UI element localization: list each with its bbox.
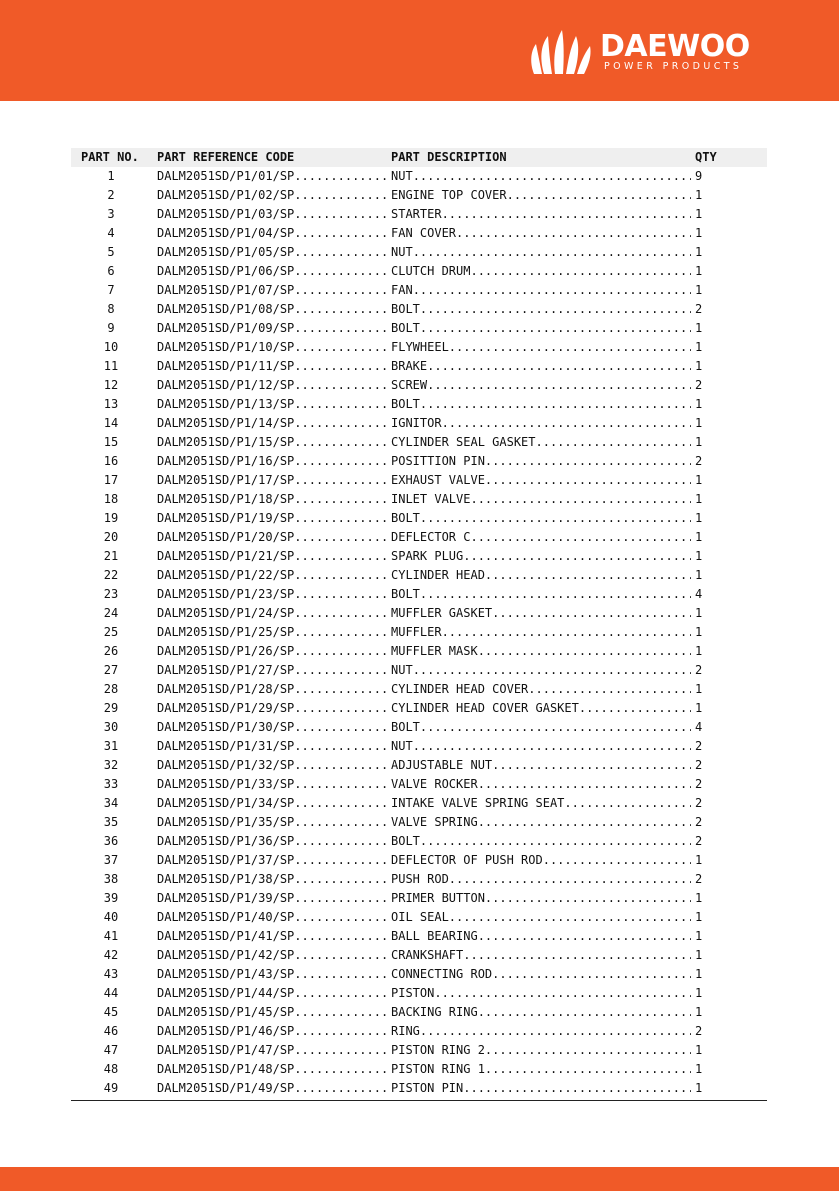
quantity: 2 — [695, 796, 703, 810]
part-number: 49 — [103, 1081, 119, 1095]
quantity: 1 — [695, 530, 703, 544]
part-number: 1 — [107, 169, 115, 183]
quantity: 1 — [695, 1062, 703, 1076]
quantity: 1 — [695, 568, 703, 582]
table-row — [71, 1003, 767, 1022]
table-row — [71, 908, 767, 927]
quantity: 1 — [695, 967, 703, 981]
part-description: BOLT ..... — [391, 319, 691, 338]
table-row — [71, 1041, 767, 1060]
header-qty: QTY — [695, 150, 717, 164]
part-description: ADJUSTABLE NUT ..... — [391, 756, 691, 775]
part-number: 27 — [103, 663, 119, 677]
reference-code: DALM2051SD/P1/27/SP ..... — [157, 661, 389, 680]
quantity: 1 — [695, 701, 703, 715]
page-header — [0, 0, 839, 101]
quantity: 1 — [695, 245, 703, 259]
quantity: 2 — [695, 663, 703, 677]
table-row — [71, 243, 767, 262]
part-number: 33 — [103, 777, 119, 791]
reference-code: DALM2051SD/P1/04/SP ..... — [157, 224, 389, 243]
table-row — [71, 775, 767, 794]
part-description: FAN COVER ..... — [391, 224, 691, 243]
part-number: 3 — [107, 207, 115, 221]
part-description: NUT ..... — [391, 243, 691, 262]
part-description: BOLT ..... — [391, 718, 691, 737]
reference-code: DALM2051SD/P1/29/SP ..... — [157, 699, 389, 718]
quantity: 1 — [695, 929, 703, 943]
part-description: SCREW ..... — [391, 376, 691, 395]
header-reference-code: PART REFERENCE CODE — [157, 150, 295, 164]
quantity: 1 — [695, 1005, 703, 1019]
table-header — [71, 148, 767, 167]
page-footer — [0, 1167, 839, 1191]
quantity: 1 — [695, 207, 703, 221]
part-number: 26 — [103, 644, 119, 658]
part-description: BRAKE ..... — [391, 357, 691, 376]
table-row — [71, 414, 767, 433]
part-description: BOLT ..... — [391, 585, 691, 604]
reference-code: DALM2051SD/P1/26/SP ..... — [157, 642, 389, 661]
part-number: 30 — [103, 720, 119, 734]
part-description: CYLINDER HEAD ..... — [391, 566, 691, 585]
reference-code: DALM2051SD/P1/14/SP ..... — [157, 414, 389, 433]
reference-code: DALM2051SD/P1/15/SP ..... — [157, 433, 389, 452]
part-description: MUFFLER MASK ..... — [391, 642, 691, 661]
table-row — [71, 566, 767, 585]
quantity: 1 — [695, 606, 703, 620]
part-number: 19 — [103, 511, 119, 525]
table-row — [71, 623, 767, 642]
part-number: 39 — [103, 891, 119, 905]
quantity: 9 — [695, 169, 703, 183]
part-number: 34 — [103, 796, 119, 810]
quantity: 2 — [695, 1024, 703, 1038]
quantity: 1 — [695, 948, 703, 962]
table-row — [71, 737, 767, 756]
reference-code: DALM2051SD/P1/22/SP ..... — [157, 566, 389, 585]
quantity: 2 — [695, 758, 703, 772]
quantity: 4 — [695, 720, 703, 734]
part-description: EXHAUST VALVE ..... — [391, 471, 691, 490]
parts-table — [71, 148, 767, 1101]
part-description: MUFFLER GASKET ..... — [391, 604, 691, 623]
part-description: VALVE ROCKER ..... — [391, 775, 691, 794]
table-row — [71, 604, 767, 623]
reference-code: DALM2051SD/P1/01/SP ..... — [157, 167, 389, 186]
quantity: 1 — [695, 321, 703, 335]
quantity: 1 — [695, 416, 703, 430]
table-row — [71, 889, 767, 908]
part-description: PISTON RING 1 ..... — [391, 1060, 691, 1079]
reference-code: DALM2051SD/P1/43/SP ..... — [157, 965, 389, 984]
part-description: PISTON PIN ..... — [391, 1079, 691, 1098]
quantity: 2 — [695, 454, 703, 468]
part-description: NUT ..... — [391, 737, 691, 756]
reference-code: DALM2051SD/P1/35/SP ..... — [157, 813, 389, 832]
part-number: 20 — [103, 530, 119, 544]
part-number: 28 — [103, 682, 119, 696]
reference-code: DALM2051SD/P1/21/SP ..... — [157, 547, 389, 566]
part-number: 13 — [103, 397, 119, 411]
part-number: 6 — [107, 264, 115, 278]
part-number: 4 — [107, 226, 115, 240]
table-row — [71, 186, 767, 205]
reference-code: DALM2051SD/P1/36/SP ..... — [157, 832, 389, 851]
reference-code: DALM2051SD/P1/16/SP ..... — [157, 452, 389, 471]
reference-code: DALM2051SD/P1/17/SP ..... — [157, 471, 389, 490]
daewoo-fan-logo-icon — [528, 26, 596, 78]
part-number: 43 — [103, 967, 119, 981]
quantity: 1 — [695, 1081, 703, 1095]
reference-code: DALM2051SD/P1/03/SP ..... — [157, 205, 389, 224]
reference-code: DALM2051SD/P1/05/SP ..... — [157, 243, 389, 262]
table-row — [71, 851, 767, 870]
quantity: 1 — [695, 511, 703, 525]
reference-code: DALM2051SD/P1/11/SP ..... — [157, 357, 389, 376]
reference-code: DALM2051SD/P1/06/SP ..... — [157, 262, 389, 281]
part-number: 16 — [103, 454, 119, 468]
quantity: 2 — [695, 378, 703, 392]
quantity: 1 — [695, 492, 703, 506]
quantity: 1 — [695, 340, 703, 354]
reference-code: DALM2051SD/P1/44/SP ..... — [157, 984, 389, 1003]
quantity: 1 — [695, 891, 703, 905]
quantity: 2 — [695, 872, 703, 886]
reference-code: DALM2051SD/P1/28/SP ..... — [157, 680, 389, 699]
reference-code: DALM2051SD/P1/09/SP ..... — [157, 319, 389, 338]
table-row — [71, 680, 767, 699]
table-row — [71, 433, 767, 452]
part-description: IGNITOR ..... — [391, 414, 691, 433]
part-description: POSITTION PIN ..... — [391, 452, 691, 471]
part-number: 21 — [103, 549, 119, 563]
quantity: 2 — [695, 777, 703, 791]
part-number: 15 — [103, 435, 119, 449]
table-row — [71, 813, 767, 832]
reference-code: DALM2051SD/P1/32/SP ..... — [157, 756, 389, 775]
part-description: MUFFLER ..... — [391, 623, 691, 642]
part-description: NUT ..... — [391, 167, 691, 186]
part-description: PRIMER BUTTON ..... — [391, 889, 691, 908]
part-description: CYLINDER HEAD COVER GASKET ..... — [391, 699, 691, 718]
table-row — [71, 927, 767, 946]
part-description: BOLT ..... — [391, 832, 691, 851]
reference-code: DALM2051SD/P1/18/SP ..... — [157, 490, 389, 509]
reference-code: DALM2051SD/P1/31/SP ..... — [157, 737, 389, 756]
part-description: ENGINE TOP COVER ..... — [391, 186, 691, 205]
table-row — [71, 205, 767, 224]
part-number: 17 — [103, 473, 119, 487]
reference-code: DALM2051SD/P1/34/SP ..... — [157, 794, 389, 813]
part-number: 18 — [103, 492, 119, 506]
reference-code: DALM2051SD/P1/45/SP ..... — [157, 1003, 389, 1022]
part-description: CYLINDER SEAL GASKET ..... — [391, 433, 691, 452]
quantity: 1 — [695, 853, 703, 867]
table-row — [71, 585, 767, 604]
quantity: 4 — [695, 587, 703, 601]
part-description: BOLT ..... — [391, 395, 691, 414]
table-row — [71, 984, 767, 1003]
header-part-no: PART NO. — [81, 150, 139, 164]
part-description: DEFLECTOR C ..... — [391, 528, 691, 547]
part-number: 2 — [107, 188, 115, 202]
quantity: 1 — [695, 682, 703, 696]
part-description: VALVE SPRING ..... — [391, 813, 691, 832]
reference-code: DALM2051SD/P1/30/SP ..... — [157, 718, 389, 737]
part-number: 38 — [103, 872, 119, 886]
table-row — [71, 642, 767, 661]
part-number: 9 — [107, 321, 115, 335]
reference-code: DALM2051SD/P1/08/SP ..... — [157, 300, 389, 319]
table-row — [71, 1079, 767, 1098]
table-body — [71, 167, 767, 1098]
part-description: OIL SEAL ..... — [391, 908, 691, 927]
part-description: CLUTCH DRUM ..... — [391, 262, 691, 281]
table-row — [71, 718, 767, 737]
table-row — [71, 965, 767, 984]
part-number: 5 — [107, 245, 115, 259]
part-description: PUSH ROD ..... — [391, 870, 691, 889]
table-row — [71, 357, 767, 376]
part-number: 8 — [107, 302, 115, 316]
table-bottom-rule — [71, 1100, 767, 1101]
part-description: CRANKSHAFT ..... — [391, 946, 691, 965]
quantity: 1 — [695, 226, 703, 240]
table-row — [71, 300, 767, 319]
part-description: BOLT ..... — [391, 300, 691, 319]
part-number: 41 — [103, 929, 119, 943]
quantity: 2 — [695, 739, 703, 753]
quantity: 1 — [695, 910, 703, 924]
part-number: 42 — [103, 948, 119, 962]
part-description: NUT ..... — [391, 661, 691, 680]
part-number: 12 — [103, 378, 119, 392]
part-number: 11 — [103, 359, 119, 373]
part-description: DEFLECTOR OF PUSH ROD ..... — [391, 851, 691, 870]
reference-code: DALM2051SD/P1/41/SP ..... — [157, 927, 389, 946]
reference-code: DALM2051SD/P1/07/SP ..... — [157, 281, 389, 300]
quantity: 1 — [695, 435, 703, 449]
table-row — [71, 699, 767, 718]
quantity: 1 — [695, 283, 703, 297]
part-description: FLYWHEEL ..... — [391, 338, 691, 357]
table-row — [71, 946, 767, 965]
reference-code: DALM2051SD/P1/19/SP ..... — [157, 509, 389, 528]
quantity: 1 — [695, 264, 703, 278]
reference-code: DALM2051SD/P1/23/SP ..... — [157, 585, 389, 604]
table-row — [71, 756, 767, 775]
part-number: 7 — [107, 283, 115, 297]
part-number: 25 — [103, 625, 119, 639]
part-description: INTAKE VALVE SPRING SEAT ..... — [391, 794, 691, 813]
reference-code: DALM2051SD/P1/39/SP ..... — [157, 889, 389, 908]
part-number: 46 — [103, 1024, 119, 1038]
reference-code: DALM2051SD/P1/25/SP ..... — [157, 623, 389, 642]
table-row — [71, 167, 767, 186]
reference-code: DALM2051SD/P1/47/SP ..... — [157, 1041, 389, 1060]
header-description: PART DESCRIPTION — [391, 150, 507, 164]
quantity: 1 — [695, 188, 703, 202]
part-description: CYLINDER HEAD COVER ..... — [391, 680, 691, 699]
part-description: STARTER ..... — [391, 205, 691, 224]
quantity: 1 — [695, 1043, 703, 1057]
part-number: 37 — [103, 853, 119, 867]
brand-subtitle: POWER PRODUCTS — [604, 61, 743, 72]
table-row — [71, 661, 767, 680]
part-number: 32 — [103, 758, 119, 772]
reference-code: DALM2051SD/P1/02/SP ..... — [157, 186, 389, 205]
reference-code: DALM2051SD/P1/37/SP ..... — [157, 851, 389, 870]
part-number: 48 — [103, 1062, 119, 1076]
table-row — [71, 395, 767, 414]
brand-name: DAEWOO — [600, 29, 750, 64]
table-row — [71, 319, 767, 338]
part-number: 14 — [103, 416, 119, 430]
reference-code: DALM2051SD/P1/42/SP ..... — [157, 946, 389, 965]
table-row — [71, 224, 767, 243]
table-row — [71, 452, 767, 471]
reference-code: DALM2051SD/P1/49/SP ..... — [157, 1079, 389, 1098]
part-description: INLET VALVE ..... — [391, 490, 691, 509]
part-number: 24 — [103, 606, 119, 620]
part-description: BOLT ..... — [391, 509, 691, 528]
table-row — [71, 338, 767, 357]
reference-code: DALM2051SD/P1/38/SP ..... — [157, 870, 389, 889]
table-row — [71, 832, 767, 851]
part-description: FAN ..... — [391, 281, 691, 300]
part-description: BACKING RING ..... — [391, 1003, 691, 1022]
reference-code: DALM2051SD/P1/20/SP ..... — [157, 528, 389, 547]
part-number: 45 — [103, 1005, 119, 1019]
quantity: 1 — [695, 625, 703, 639]
part-number: 22 — [103, 568, 119, 582]
table-row — [71, 794, 767, 813]
part-description: CONNECTING ROD ..... — [391, 965, 691, 984]
part-number: 40 — [103, 910, 119, 924]
part-description: BALL BEARING ..... — [391, 927, 691, 946]
part-number: 36 — [103, 834, 119, 848]
part-number: 35 — [103, 815, 119, 829]
quantity: 1 — [695, 473, 703, 487]
part-description: SPARK PLUG ..... — [391, 547, 691, 566]
reference-code: DALM2051SD/P1/48/SP ..... — [157, 1060, 389, 1079]
quantity: 1 — [695, 549, 703, 563]
table-row — [71, 281, 767, 300]
table-row — [71, 509, 767, 528]
reference-code: DALM2051SD/P1/10/SP ..... — [157, 338, 389, 357]
quantity: 2 — [695, 302, 703, 316]
reference-code: DALM2051SD/P1/24/SP ..... — [157, 604, 389, 623]
quantity: 2 — [695, 815, 703, 829]
reference-code: DALM2051SD/P1/13/SP ..... — [157, 395, 389, 414]
part-number: 23 — [103, 587, 119, 601]
table-row — [71, 528, 767, 547]
part-description: PISTON RING 2 ..... — [391, 1041, 691, 1060]
table-row — [71, 376, 767, 395]
quantity: 1 — [695, 397, 703, 411]
quantity: 2 — [695, 834, 703, 848]
part-number: 44 — [103, 986, 119, 1000]
quantity: 1 — [695, 986, 703, 1000]
table-row — [71, 490, 767, 509]
table-row — [71, 262, 767, 281]
part-number: 31 — [103, 739, 119, 753]
table-row — [71, 547, 767, 566]
part-number: 47 — [103, 1043, 119, 1057]
table-row — [71, 1022, 767, 1041]
part-number: 29 — [103, 701, 119, 715]
reference-code: DALM2051SD/P1/46/SP ..... — [157, 1022, 389, 1041]
part-number: 10 — [103, 340, 119, 354]
table-row — [71, 870, 767, 889]
part-description: RING ..... — [391, 1022, 691, 1041]
reference-code: DALM2051SD/P1/12/SP ..... — [157, 376, 389, 395]
reference-code: DALM2051SD/P1/33/SP ..... — [157, 775, 389, 794]
reference-code: DALM2051SD/P1/40/SP ..... — [157, 908, 389, 927]
quantity: 1 — [695, 644, 703, 658]
part-description: PISTON ..... — [391, 984, 691, 1003]
table-row — [71, 1060, 767, 1079]
quantity: 1 — [695, 359, 703, 373]
table-row — [71, 471, 767, 490]
